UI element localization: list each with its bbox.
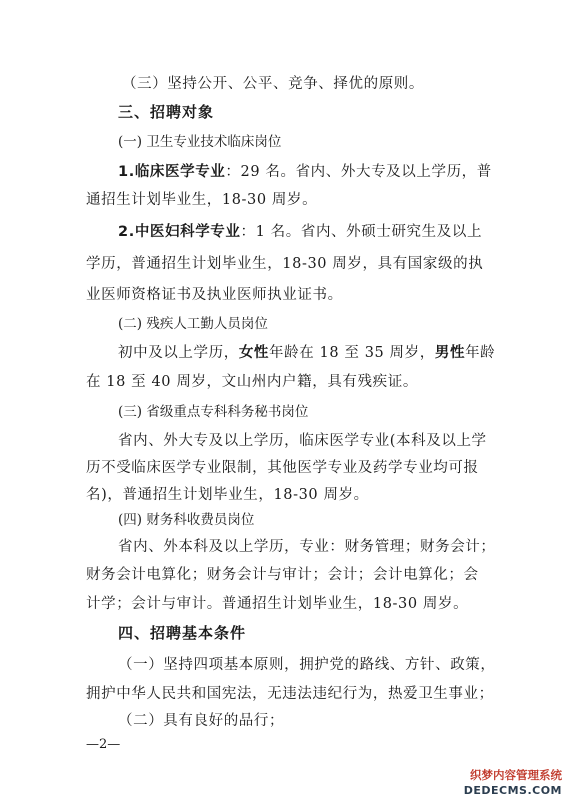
- subheading-cashier-posts: (四) 财务科收费员岗位: [118, 512, 255, 528]
- page-number: —2—: [86, 737, 121, 752]
- item-number: 2.: [118, 224, 135, 240]
- paragraph-line: 学历，普通招生计划毕业生，18-30 周岁，具有国家级的执: [86, 256, 484, 272]
- requirement-text: 初中及以上学历，: [118, 345, 239, 361]
- subheading-disabled-worker-posts: (二) 残疾人工勤人员岗位: [118, 316, 268, 332]
- section-heading-recruitment-objects: 三、招聘对象: [118, 103, 215, 121]
- requirement-text: 年龄在 18 至 35 周岁，: [269, 345, 435, 361]
- paragraph-line: 历不受临床医学专业限制，其他医学专业及药学专业均可报: [86, 460, 479, 476]
- item-number: 1.: [118, 164, 135, 180]
- paragraph-line: 省内、外本科及以上学历，专业：财务管理；财务会计；: [118, 539, 496, 555]
- paragraph-line: 省内、外大专及以上学历，临床医学专业(本科及以上学: [118, 433, 487, 449]
- paragraph-line: 名)，普通招生计划毕业生，18-30 周岁。: [86, 487, 369, 503]
- paragraph-line: 财务会计电算化；财务会计与审计；会计；会计电算化；会: [86, 567, 479, 583]
- section-heading-basic-conditions: 四、招聘基本条件: [118, 624, 247, 642]
- site-watermark: [462, 767, 568, 803]
- paragraph-line: 在 18 至 40 周岁，文山州内户籍，具有残疾证。: [86, 374, 418, 390]
- gender-female: 女性: [238, 345, 270, 361]
- paragraph-line: 拥护中华人民共和国宪法，无违法违纪行为，热爱卫生事业；: [86, 686, 494, 702]
- watermark-title: 织梦内容管理系统: [470, 768, 562, 782]
- paragraph-line: （二）具有良好的品行；: [118, 713, 285, 729]
- subheading-clinical-posts: (一) 卫生专业技术临床岗位: [118, 134, 282, 150]
- paragraph-line: （一）坚持四项基本原则，拥护党的路线、方针、政策，: [118, 657, 496, 673]
- requirement-text: 年龄: [465, 345, 496, 361]
- requirement-text: ：1 名。省内、外硕士研究生及以上: [240, 224, 483, 240]
- subheading-secretary-posts: (三) 省级重点专科科务秘书岗位: [118, 404, 309, 420]
- paragraph-line: 业医师资格证书及执业医师执业证书。: [86, 287, 343, 303]
- watermark-domain: DEDECMS.COM: [463, 784, 562, 797]
- paragraph-tcm-gynecology: [118, 222, 482, 242]
- requirement-text: ：29 名。省内、外大专及以上学历，普: [225, 164, 492, 180]
- gender-male: 男性: [434, 345, 466, 361]
- major-name-tcm: 中医妇科学专业: [134, 224, 241, 240]
- paragraph-clinical-medicine: [118, 162, 492, 182]
- principle-3: （三）坚持公开、公平、竞争、择优的原则。: [122, 76, 424, 92]
- paragraph-disabled-worker: [118, 343, 495, 363]
- paragraph-line: 通招生计划毕业生，18-30 周岁。: [86, 192, 318, 208]
- paragraph-line: 计学；会计与审计。普通招生计划毕业生，18-30 周岁。: [86, 596, 469, 612]
- major-name-clinical: 临床医学专业: [134, 164, 226, 180]
